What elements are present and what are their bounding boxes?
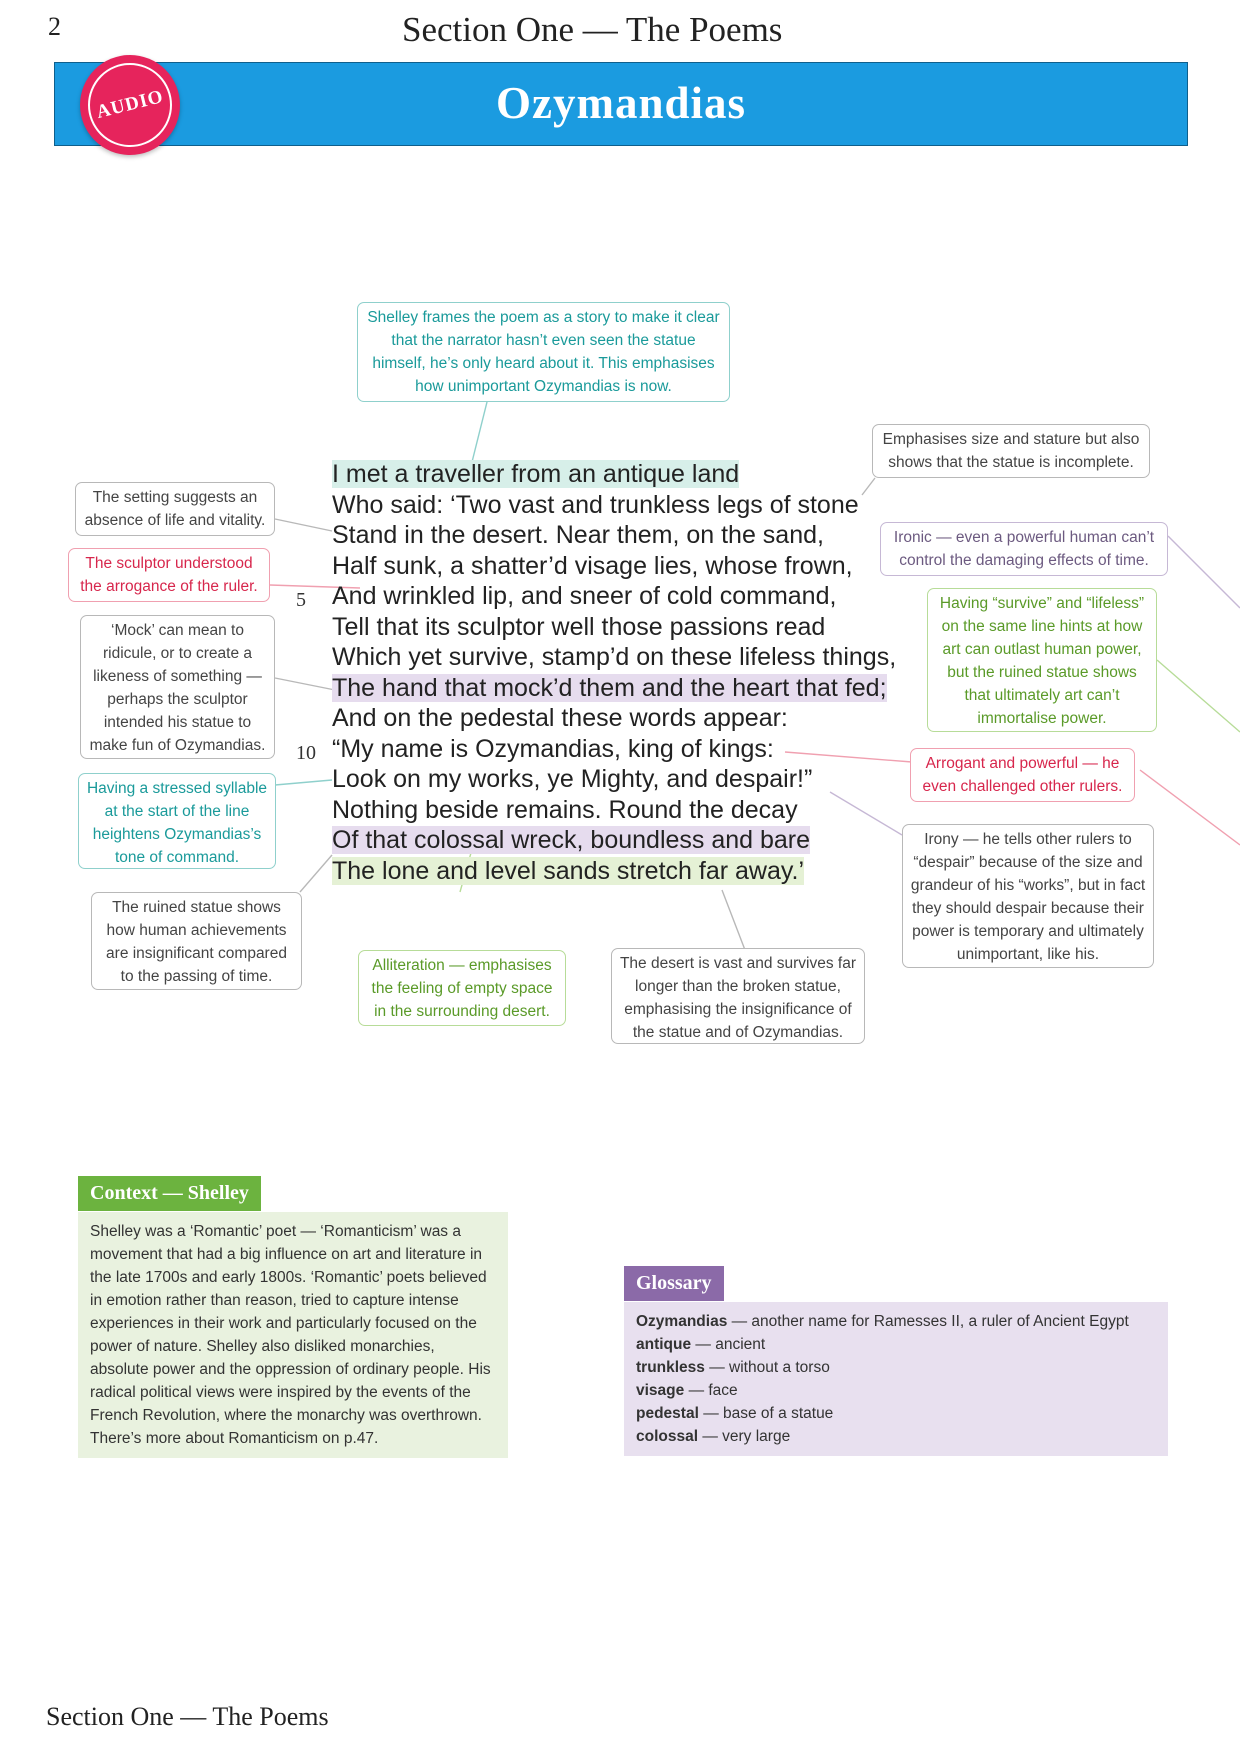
- poem-line-11-text: Look on my works, ye Mighty, and despair!”: [332, 765, 813, 793]
- connector-arrogant: [1140, 770, 1240, 845]
- poem-line-7: [332, 642, 932, 673]
- note-ironic-power: Ironic — even a powerful human can’t control the damaging effects of time.: [880, 522, 1168, 576]
- footer: Section One — The Poems: [46, 1702, 329, 1731]
- poem-line-9: [332, 703, 932, 734]
- note-arrogant: Arrogant and powerful — he even challenged other rulers.: [910, 748, 1135, 802]
- glossary-term: visage: [636, 1382, 685, 1399]
- poem-line-7-text: Which yet survive, stamp’d on these lifeless things,: [332, 643, 897, 671]
- glossary-entry: [636, 1402, 1156, 1425]
- poem-line-10: [332, 734, 932, 765]
- poem-line-4: [332, 551, 932, 582]
- poem-line-8: [332, 673, 932, 704]
- note-mock: ‘Mock’ can mean to ridicule, or to create a likeness of something — perhaps the sculptor intended his statue to make fun of Ozymandias.: [80, 615, 275, 759]
- poem-line-6: [332, 612, 932, 643]
- poem-line-1: [332, 459, 932, 490]
- poem-line-5: [332, 581, 932, 612]
- glossary-term: colossal: [636, 1428, 699, 1445]
- poem-line-2: [332, 490, 932, 521]
- poem: [332, 459, 932, 886]
- note-setting: The setting suggests an absence of life and vitality.: [75, 482, 275, 536]
- page-number: 2: [48, 12, 61, 41]
- connector-ironic: [1168, 536, 1240, 608]
- glossary-box: [624, 1302, 1168, 1456]
- glossary-def: — face: [684, 1382, 738, 1399]
- poem-line-8-text: The hand that mock’d them and the heart that fed;: [332, 673, 887, 702]
- poem-line-11: [332, 764, 932, 795]
- note-survive-lifeless: Having “survive” and “lifeless” on the same line hints at how art can outlast human power, but the ruined statue shows that ultimately art can’t immortalise power.: [927, 588, 1157, 732]
- line-number-5: 5: [296, 589, 306, 611]
- glossary-def: — very large: [698, 1428, 791, 1445]
- connector-desert: [722, 890, 745, 950]
- poem-line-5-text: And wrinkled lip, and sneer of cold command,: [332, 582, 837, 610]
- poem-line-14: [332, 856, 932, 887]
- poem-line-10-text: “My name is Ozymandias, king of kings:: [332, 734, 774, 763]
- glossary-entry: [636, 1379, 1156, 1402]
- poem-line-3: [332, 520, 932, 551]
- poem-line-4-text: Half sunk, a shatter’d visage lies, whose frown,: [332, 551, 853, 580]
- context-box: Shelley was a ‘Romantic’ poet — ‘Romanticism’ was a movement that had a big influence on art and literature in the late 1700s and early 1800s. ‘Romantic’ poets believed in emotion rather than reason, tried to capture intense experiences in their work and particularly focused on the power of nature. Shelley also disliked monarchies, absolute power and the oppression of ordinary people. His radical political views were inspired by the events of the French Revolution, where the monarchy was overthrown. There’s more about Romanticism on p.47.: [78, 1212, 508, 1458]
- connector-mock: [275, 678, 335, 690]
- glossary-term: pedestal: [636, 1405, 699, 1422]
- context-heading: Context — Shelley: [78, 1176, 261, 1211]
- note-sculptor: The sculptor understood the arrogance of the ruler.: [68, 548, 270, 602]
- glossary-def: — base of a statue: [698, 1405, 834, 1422]
- glossary-def: — ancient: [691, 1336, 766, 1353]
- poem-line-3-text: Stand in the desert. Near them, on the sand,: [332, 521, 824, 549]
- glossary-def: — without a torso: [704, 1359, 830, 1376]
- glossary-heading: Glossary: [624, 1266, 724, 1301]
- poem-line-9-text: And on the pedestal these words appear:: [332, 704, 788, 732]
- poem-line-13: [332, 825, 932, 856]
- glossary-entry: [636, 1425, 1156, 1448]
- note-alliteration: Alliteration — emphasises the feeling of empty space in the surrounding desert.: [358, 950, 566, 1026]
- glossary-entry: [636, 1356, 1156, 1379]
- note-story-frame: Shelley frames the poem as a story to make it clear that the narrator hasn’t even seen the statue himself, he’s only heard about it. This emphasises how unimportant Ozymandias is now.: [357, 302, 730, 402]
- glossary-entry: [636, 1310, 1156, 1333]
- audio-badge-label: AUDIO: [94, 86, 166, 123]
- glossary-term: antique: [636, 1336, 692, 1353]
- connector-survive: [1157, 660, 1240, 732]
- glossary-def: — another name for Ramesses II, a ruler of Ancient Egypt: [727, 1313, 1129, 1330]
- poem-line-6-text: Tell that its sculptor well those passions read: [332, 612, 826, 641]
- poem-line-12-text: Nothing beside remains. Round the decay: [332, 795, 798, 824]
- note-irony-despair: Irony — he tells other rulers to “despair” because of the size and grandeur of his “works”, but in fact they should despair because their power is temporary and ultimately unimportant, like his.: [902, 824, 1154, 968]
- note-size-stature: Emphasises size and stature but also shows that the statue is incomplete.: [872, 424, 1150, 478]
- page-title: Ozymandias: [495, 78, 747, 128]
- connector-setting: [275, 519, 332, 531]
- line-number-10: 10: [296, 742, 316, 764]
- section-header: Section One — The Poems: [402, 10, 783, 49]
- glossary-term: Ozymandias: [636, 1313, 728, 1330]
- glossary-term: trunkless: [636, 1359, 705, 1376]
- poem-line-12: [332, 795, 932, 826]
- connector-story-frame: [472, 402, 487, 462]
- connector-ruined: [300, 855, 332, 892]
- poem-line-13-text: Of that colossal wreck, boundless and bare: [332, 826, 811, 854]
- poem-line-1-text: I met a traveller from an antique land: [332, 460, 740, 488]
- note-stressed-syllable: Having a stressed syllable at the start of the line heightens Ozymandias’s tone of command.: [78, 773, 276, 869]
- glossary-entry: [636, 1333, 1156, 1356]
- poem-line-14-text: The lone and level sands stretch far away.’: [332, 856, 805, 885]
- note-ruined-statue: The ruined statue shows how human achievements are insignificant compared to the passing of time.: [91, 892, 302, 990]
- note-desert-vast: The desert is vast and survives far longer than the broken statue, emphasising the insignificance of the statue and of Ozymandias.: [611, 948, 865, 1044]
- connector-stressed: [275, 780, 332, 785]
- poem-line-2-text: Who said: ‘Two vast and trunkless legs of stone: [332, 490, 859, 519]
